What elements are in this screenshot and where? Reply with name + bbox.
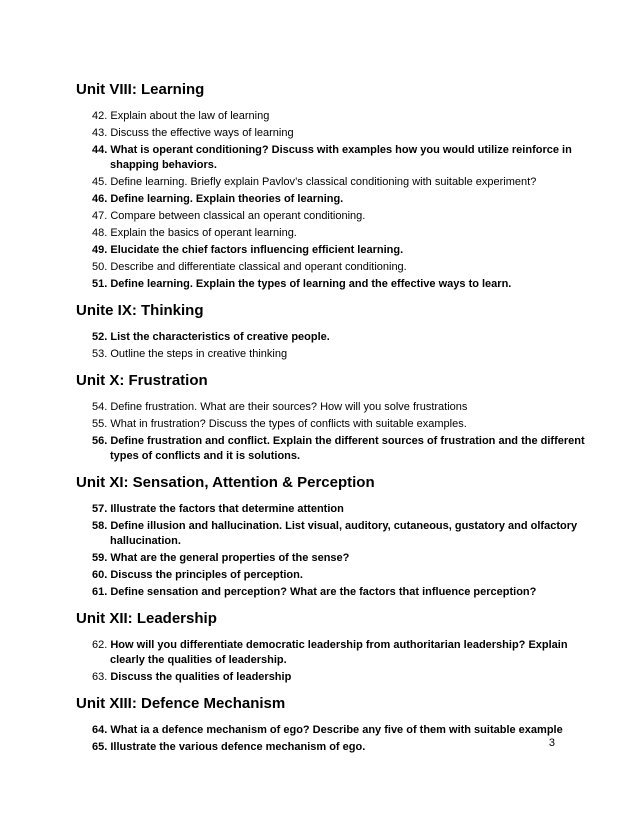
unit-heading: Unit X: Frustration bbox=[76, 372, 208, 389]
question-text: Define frustration. What are their sources? How will you solve frustrations bbox=[110, 401, 468, 413]
question-number: 55. bbox=[92, 418, 108, 430]
unit-section bbox=[76, 694, 596, 755]
question-list bbox=[76, 638, 596, 685]
question-item bbox=[92, 175, 596, 190]
question-item bbox=[92, 109, 596, 124]
question-number: 50. bbox=[92, 261, 108, 273]
question-text: Describe and differentiate classical and operant conditioning. bbox=[110, 261, 407, 273]
question-item bbox=[92, 143, 596, 173]
question-item bbox=[92, 260, 596, 275]
question-item bbox=[92, 330, 596, 345]
question-item bbox=[92, 243, 596, 258]
question-number: 59. bbox=[92, 552, 108, 564]
unit-section bbox=[76, 473, 596, 600]
question-text: Define frustration and conflict. Explain the different sources of frustration and the different types of conflicts and it is solutions. bbox=[110, 435, 585, 462]
question-text: Explain about the law of learning bbox=[110, 110, 270, 122]
question-list bbox=[76, 400, 596, 464]
question-text: Explain the basics of operant learning. bbox=[110, 227, 297, 239]
question-number: 56. bbox=[92, 435, 108, 447]
unit-heading: Unit XII: Leadership bbox=[76, 610, 217, 627]
question-number: 45. bbox=[92, 176, 108, 188]
question-number: 63. bbox=[92, 671, 108, 683]
question-text: Define learning. Briefly explain Pavlov’s classical conditioning with suitable experiment? bbox=[110, 176, 537, 188]
question-number: 47. bbox=[92, 210, 108, 222]
question-text: Discuss the effective ways of learning bbox=[110, 127, 294, 139]
question-item bbox=[92, 585, 596, 600]
question-number: 48. bbox=[92, 227, 108, 239]
unit-section bbox=[76, 301, 596, 362]
question-list bbox=[76, 330, 596, 362]
question-item bbox=[92, 347, 596, 362]
unit-heading: Unit VIII: Learning bbox=[76, 81, 205, 98]
question-text: Discuss the principles of perception. bbox=[110, 569, 303, 581]
question-item bbox=[92, 519, 596, 549]
question-item bbox=[92, 209, 596, 224]
unit-heading: Unit XIII: Defence Mechanism bbox=[76, 695, 286, 712]
question-list bbox=[76, 502, 596, 600]
question-number: 46. bbox=[92, 193, 108, 205]
question-text: What are the general properties of the sense? bbox=[110, 552, 350, 564]
question-number: 53. bbox=[92, 348, 108, 360]
question-number: 64. bbox=[92, 724, 108, 736]
question-number: 62. bbox=[92, 639, 108, 651]
question-number: 57. bbox=[92, 503, 108, 515]
question-item bbox=[92, 638, 596, 668]
question-list bbox=[76, 109, 596, 292]
question-item bbox=[92, 670, 596, 685]
question-text: List the characteristics of creative people. bbox=[110, 331, 330, 343]
question-text: What ia a defence mechanism of ego? Describe any five of them with suitable example bbox=[110, 724, 563, 736]
question-text: Outline the steps in creative thinking bbox=[110, 348, 288, 360]
question-item bbox=[92, 434, 596, 464]
question-item bbox=[92, 226, 596, 241]
unit-section bbox=[76, 80, 596, 292]
question-item bbox=[92, 417, 596, 432]
question-item bbox=[92, 568, 596, 583]
question-text: Define sensation and perception? What are the factors that influence perception? bbox=[110, 586, 537, 598]
question-number: 54. bbox=[92, 401, 108, 413]
question-number: 43. bbox=[92, 127, 108, 139]
unit-section bbox=[76, 609, 596, 685]
question-item bbox=[92, 400, 596, 415]
question-number: 51. bbox=[92, 278, 108, 290]
question-list bbox=[76, 723, 596, 755]
question-number: 49. bbox=[92, 244, 108, 256]
question-number: 65. bbox=[92, 741, 108, 753]
question-number: 44. bbox=[92, 144, 108, 156]
question-item bbox=[92, 740, 596, 755]
question-text: Illustrate the various defence mechanism of ego. bbox=[110, 741, 366, 753]
question-text: Define learning. Explain the types of learning and the effective ways to learn. bbox=[110, 278, 512, 290]
question-text: Illustrate the factors that determine attention bbox=[110, 503, 344, 515]
unit-heading: Unit XI: Sensation, Attention & Perception bbox=[76, 474, 375, 491]
question-item bbox=[92, 502, 596, 517]
question-number: 58. bbox=[92, 520, 108, 532]
question-number: 61. bbox=[92, 586, 108, 598]
page-number: 3 bbox=[548, 737, 555, 749]
question-item bbox=[92, 723, 596, 738]
question-text: Define illusion and hallucination. List visual, auditory, cutaneous, gustatory and olfactory hallucination. bbox=[110, 520, 578, 547]
question-text: What is operant conditioning? Discuss with examples how you would utilize reinforce in shapping behaviors. bbox=[110, 144, 572, 171]
question-item bbox=[92, 551, 596, 566]
question-number: 42. bbox=[92, 110, 108, 122]
question-number: 60. bbox=[92, 569, 108, 581]
question-item bbox=[92, 277, 596, 292]
question-number: 52. bbox=[92, 331, 108, 343]
question-item bbox=[92, 192, 596, 207]
unit-heading: Unite IX: Thinking bbox=[76, 302, 204, 319]
question-text: Compare between classical an operant conditioning. bbox=[110, 210, 366, 222]
question-text: What in frustration? Discuss the types of conflicts with suitable examples. bbox=[110, 418, 467, 430]
question-text: Elucidate the chief factors influencing efficient learning. bbox=[110, 244, 404, 256]
question-text: Define learning. Explain theories of learning. bbox=[110, 193, 344, 205]
question-item bbox=[92, 126, 596, 141]
unit-section bbox=[76, 371, 596, 464]
question-text: Discuss the qualities of leadership bbox=[110, 671, 292, 683]
question-text: How will you differentiate democratic leadership from authoritarian leadership? Explain clearly the qualities of leadership. bbox=[110, 639, 568, 666]
page-content bbox=[76, 80, 596, 764]
